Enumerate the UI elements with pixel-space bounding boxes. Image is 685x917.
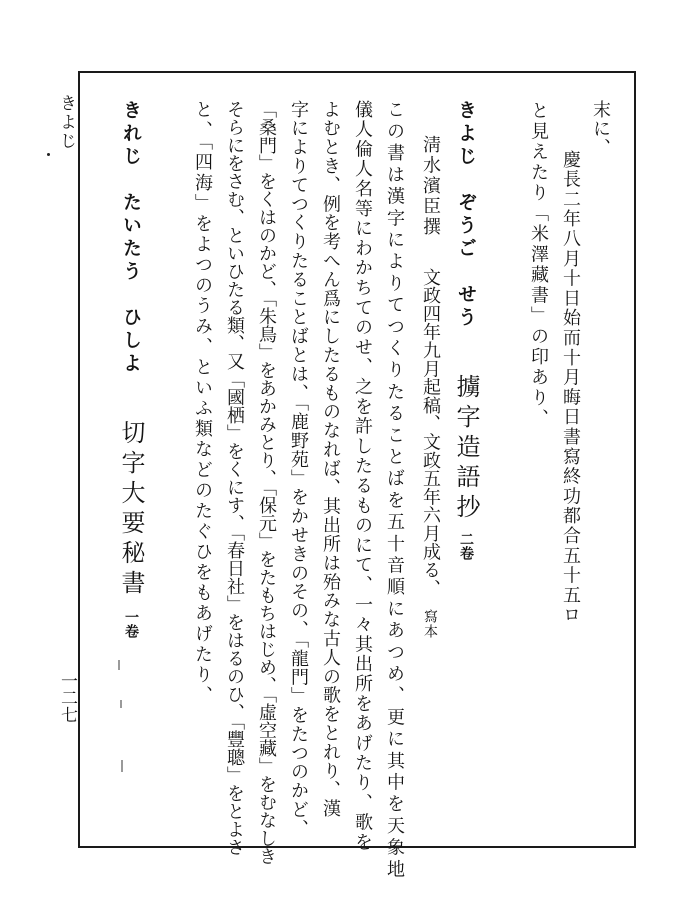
volume-note-2: 一卷 [123,610,139,638]
heading-reading: きよじ ぞうご せう [455,100,477,330]
author-line [421,135,439,639]
show-through-mark [118,660,120,670]
text-column-7: 儀人倫人名等にわかちてのせ、之を許したるものにて、一々其出所をあげたり、歌を [352,100,373,853]
entry-heading [454,100,478,560]
text-column-9: 字によりてつくりたることばとは、「鹿野苑」をかせきのその、「龍門」をたつのかど、 [288,100,309,838]
author: 淸水濱臣撰 [420,135,441,238]
text-column-11: そらにをさむ、といひたる類、又「國栖」をくにす、「春日社」をはるのひ、「豐聰」をとよさ [224,100,245,856]
show-through-mark [120,700,122,708]
running-header: きよじ [56,94,76,151]
show-through-mark [121,760,123,772]
entry-heading-2 [119,100,143,638]
text-column-3: と見えたり「米澤藏書」の印あり、 [528,101,549,429]
compilation-dates: 文政四年九月起稿、文政五年六月成る、 [420,267,441,597]
heading-reading-2: きれじ たいたう ひしよ [120,100,142,376]
text-column-1: 末に、 [590,100,611,157]
heading-title-2: 切字大要秘書 [117,420,145,600]
heading-title: 擄字造語抄 [452,374,480,524]
text-column-10: 「桑門」をくはのかど、「朱鳥」をあかみとり、「保元」をたもちはじめ、「虛空藏」をむなしき [256,100,277,865]
text-column-8: よむとき、例を考へん爲にしたるものなれば、其出所は殆みな古人の歌をとれり、漢 [320,100,341,819]
ink-speck [47,153,50,156]
text-column-12: と、「四海」をよつのうみ、といふ類などのたぐひをもあげたり、 [192,100,213,706]
manuscript-form: 寫本 [422,608,438,639]
text-column-2: 慶長二年八月十日始而十月晦日書寫終功都合五十五ロ [560,150,581,626]
text-column-6: この書は漢字によりてつくりたることばを五十音順にあつめ、更に其中を天象地 [384,100,405,882]
volume-note: 二卷 [458,532,474,560]
page-number: 一二七 [57,672,77,723]
